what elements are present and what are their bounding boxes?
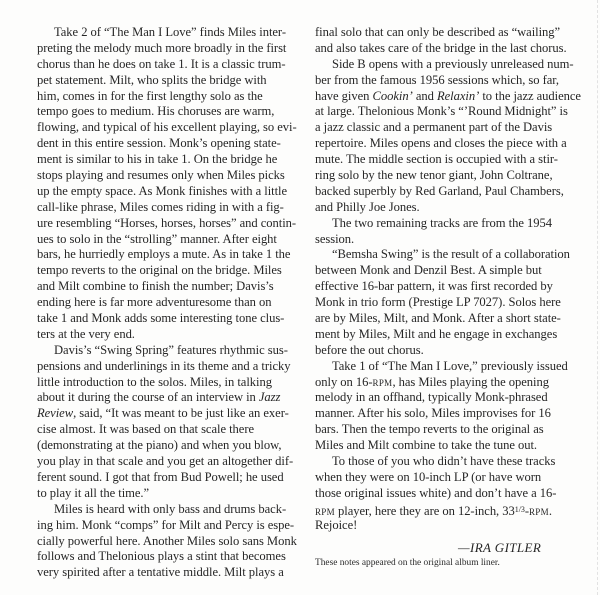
text-line: The two remaining tracks are from the 1954 (332, 215, 552, 230)
text-line: ment by Miles, Milt and he engage in exchanges (315, 326, 558, 341)
text-line: when they were on 10-inch LP (or have worn (315, 469, 542, 484)
text-segment: and (412, 88, 437, 103)
text-line: you play in that scale and you get an altogether dif- (37, 454, 294, 469)
text-line: To those of you who didn’t have these tracks (332, 454, 556, 469)
paragraph-swing-spring (37, 343, 295, 502)
paragraph-side-b (315, 56, 581, 216)
text-line: and Milt combine to finish the number; Davis’s (37, 279, 274, 294)
text-line: effective 16-bar pattern, it was first recorded by (315, 279, 553, 294)
text-line: manner. After his solo, Miles improvises for 16 (315, 406, 551, 421)
publication-title-jazz: Jazz (258, 390, 281, 405)
right-column (315, 25, 581, 562)
text-line: are by Miles, Milt, and Monk. After a short state- (315, 311, 561, 326)
text-line: Miles and Milt combine to take the tune out. (315, 438, 537, 453)
rpm-small-caps: RPM (372, 377, 393, 388)
text-line: (demonstrating at the piano) and when you blow, (37, 438, 282, 453)
text-line: pensions and underlinings in its theme and a tricky (37, 358, 291, 373)
fraction-one-third: 1/3 (514, 504, 525, 514)
text-line (315, 88, 581, 105)
text-line (37, 390, 295, 406)
text-line: “Bemsha Swing” is the result of a collaboration (332, 247, 570, 262)
text-line: at large. Thelonious Monk’s “’Round Midnight” is (315, 104, 568, 119)
text-line: repertoire. Miles opens and closes the piece with a (315, 136, 567, 151)
text-line: a jazz classic and a permanent part of the Davis (315, 120, 553, 135)
text-line (315, 502, 573, 518)
text-line: flowing, and typical of his excellent playing, so evi- (37, 120, 297, 135)
text-line: to play it all the time.” (37, 485, 150, 500)
author-signature: —IRA GITLER (458, 539, 542, 555)
text-segment: about it during the course of an interview in (37, 390, 259, 405)
text-line: him, comes in for the first lengthy solo as the (37, 88, 263, 103)
paragraph-closing (315, 454, 573, 533)
text-line: ber from the famous 1956 sessions which, so far, (315, 72, 560, 87)
text-line: Davis’s “Swing Spring” features rhythmic sus- (54, 342, 288, 357)
text-segment: player, here they are on 12-inch, 33 (334, 503, 515, 518)
text-line: very spirited after a tentative middle. Milt plays a (37, 565, 284, 580)
text-line: melody in an offhand, typically Monk-phrased (315, 390, 548, 405)
text-segment: to the jazz audience (479, 88, 581, 103)
text-line (315, 375, 573, 391)
text-line: backed superbly by Red Garland, Paul Chambers, (315, 183, 564, 198)
text-line: ing him. Monk “comps” for Milt and Percy is espe- (37, 517, 295, 532)
footnote: These notes appeared on the original album liner. (315, 558, 500, 568)
text-line: between Monk and Denzil Best. A simple but (315, 263, 542, 278)
text-line: before the out chorus. (315, 342, 424, 357)
text-line: bars, he hurriedly employs a mute. As in take 1 the (37, 247, 291, 262)
album-title-cookin: Cookin’ (372, 88, 413, 103)
text-line: chorus than he does on take 1. It is a classic trum- (37, 56, 286, 71)
rpm-small-caps: RPM (529, 506, 549, 517)
text-segment: . (548, 503, 553, 518)
left-column (37, 25, 295, 581)
text-line: tempo goes to medium. His choruses are warm, (37, 104, 275, 119)
text-line: ues to solo in the “strolling” manner. After eight (37, 231, 277, 246)
text-line: tempo reverts to the original on the bridge. Miles (37, 263, 282, 278)
text-line: call-like phrase, Miles comes riding in with a fig- (37, 199, 284, 214)
text-line: take 1 and Monk adds some interesting tone clus- (37, 311, 285, 326)
paragraph-take2 (37, 25, 295, 343)
text-segment: , said, “It was meant to be just like an exer- (73, 406, 289, 421)
text-line: follows and Thelonious plays a stint that becomes (37, 549, 286, 564)
text-line: and also takes care of the bridge in the last chorus. (315, 40, 567, 55)
text-line: stops playing and resumes only when Miles picks (37, 168, 285, 183)
rpm-small-caps: RPM (315, 506, 335, 517)
paragraph-remaining-tracks (315, 216, 573, 248)
text-segment: only on 16- (315, 374, 373, 389)
text-line: ferent sound. I got that from Bud Powell; he used (37, 469, 284, 484)
text-segment: have given (315, 88, 373, 103)
text-segment: , has Miles playing the opening (392, 374, 550, 389)
text-line: Miles is heard with only bass and drums back- (54, 501, 287, 516)
text-line: ure resembling “Horses, horses, horses” and contin- (37, 215, 297, 230)
text-line: ment is similar to his in take 1. On the bridge he (37, 152, 278, 167)
text-line: Side B opens with a previously unreleased num- (332, 56, 574, 71)
text-line: session. (315, 231, 355, 246)
paragraph-bemsha-swing (315, 247, 573, 358)
text-line: Rejoice! (315, 517, 358, 532)
text-line: final solo that can only be described as “wailing” (315, 25, 561, 39)
text-line: those original issues white) and don’t have a 16- (315, 485, 557, 500)
text-line: dent in this entire session. Monk’s opening state- (37, 136, 281, 151)
text-line: Take 2 of “The Man I Love” finds Miles inter- (54, 25, 286, 39)
text-line: bars. Then the tempo reverts to the original as (315, 422, 544, 437)
paragraph-take1 (315, 359, 573, 454)
text-line: ending here is far more adventuresome than on (37, 295, 272, 310)
publication-title-review: Review (37, 406, 74, 421)
text-line: cially powerful here. Another Miles solo sans Monk (37, 533, 297, 548)
text-line: pet statement. Milt, who splits the bridge with (37, 72, 267, 87)
text-line: and Philly Joe Jones. (315, 199, 420, 214)
text-line: ring solo by the new tenor giant, John Coltrane, (315, 168, 553, 183)
text-line (37, 406, 295, 422)
text-line: ters at the very end. (37, 326, 135, 341)
page-edge-divider (597, 0, 598, 595)
text-line: Monk in trio form (Prestige LP 7027). Solos here (315, 295, 561, 310)
album-title-relaxin: Relaxin’ (436, 88, 480, 103)
text-line: Take 1 of “The Man I Love,” previously issued (332, 358, 568, 373)
text-line: preting the melody much more broadly in the first (37, 40, 287, 55)
text-line: mute. The middle section is occupied with a stir- (315, 152, 558, 167)
text-line: cise almost. It was based on that scale there (37, 422, 255, 437)
text-line: little introduction to the solos. Miles, in talking (37, 374, 272, 389)
paragraph-miles-bass-drums (37, 502, 295, 581)
text-segment: - (524, 503, 529, 518)
text-line: up the empty space. As Monk finishes with a little (37, 183, 288, 198)
paragraph-continuation (315, 25, 573, 57)
